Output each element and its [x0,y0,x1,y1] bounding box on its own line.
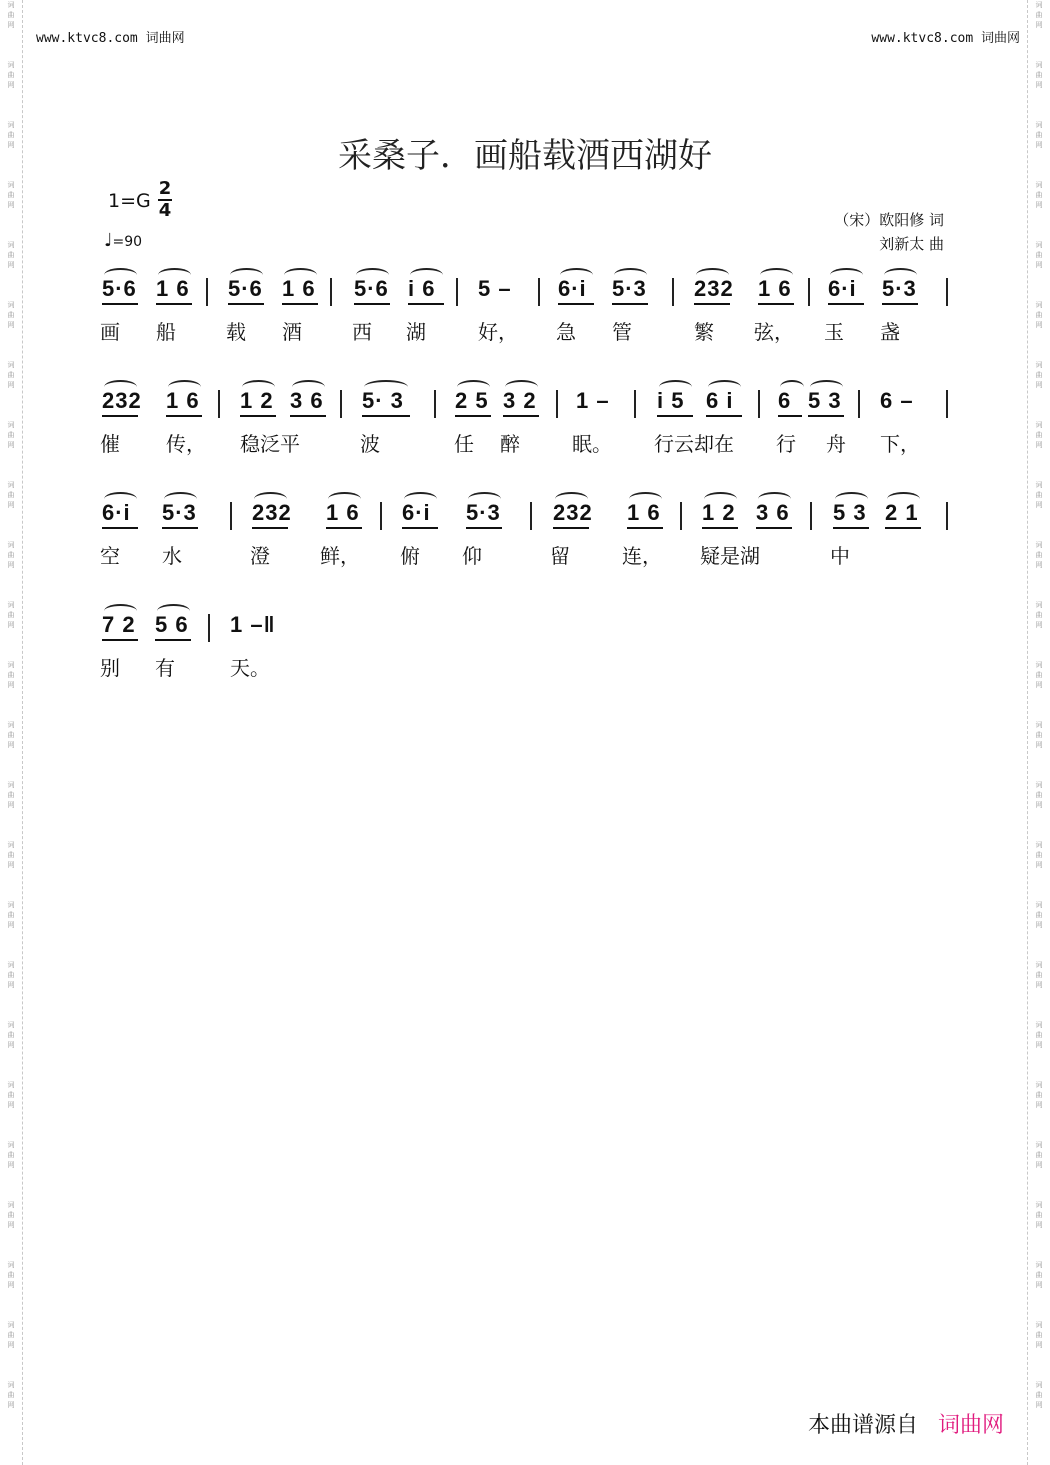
bar-line [946,390,948,418]
slur-mark [104,604,137,618]
beam-underline [833,527,869,529]
margin-watermark-text: 词 曲 网 [7,541,15,569]
margin-watermark-text: 词 曲 网 [1035,61,1043,89]
beam-underline [282,303,318,305]
lyric-text: 连， [622,544,662,568]
credits [834,208,944,256]
lyric-text: 眠。 [572,432,612,456]
bar-line [680,502,682,530]
margin-watermark-text: 词 曲 网 [7,721,15,749]
margin-watermark-text: 词 曲 网 [1035,1081,1043,1109]
beam-underline [228,303,264,305]
lyric-text: 载 [226,320,246,344]
note-group: 2 5 [455,388,489,413]
margin-watermark-text: 词 曲 网 [1035,1381,1043,1409]
lyric-text: 盏 [880,320,900,344]
slur-mark [104,380,137,394]
slur-mark [758,492,791,506]
slur-mark [292,380,325,394]
beam-underline [828,303,864,305]
lyric-text: 湖 [406,320,426,344]
beam-underline [240,415,276,417]
margin-watermark-text: 词 曲 网 [1035,241,1043,269]
margin-watermark-text: 词 曲 网 [7,1141,15,1169]
beam-underline [778,415,802,417]
note-group: 5·6 [102,276,137,301]
note-group: 5 6 [155,612,189,637]
bar-line [340,390,342,418]
tempo-marking [104,230,142,251]
slur-mark [708,380,741,394]
beam-underline [102,303,138,305]
composer-credit: 刘新太 曲 [879,235,944,253]
slur-mark [629,492,662,506]
slur-mark [468,492,501,506]
left-margin-watermark [0,0,23,1465]
slur-mark [164,492,197,506]
margin-watermark-text: 词 曲 网 [7,1321,15,1349]
lyric-text: 酒 [282,320,302,344]
bar-line [230,502,232,530]
slur-mark [810,380,843,394]
note-group: 5 3 [808,388,842,413]
beam-underline [553,527,589,529]
slur-mark [404,492,437,506]
bar-line [634,390,636,418]
margin-watermark-text: 词 曲 网 [7,601,15,629]
note-group: 5·3 [162,500,197,525]
margin-watermark-text: 词 曲 网 [7,181,15,209]
beam-underline [166,415,202,417]
beam-underline [155,639,191,641]
lyric-text: 疑是湖 [700,544,760,568]
lyric-text: 留 [550,544,570,568]
slur-mark [158,268,191,282]
bar-line [208,614,210,642]
header-site-right: www.ktvc8.com 词曲网 [871,31,1020,46]
beam-underline [706,415,742,417]
margin-watermark-text: 词 曲 网 [1035,541,1043,569]
note-group: 1 6 [758,276,792,301]
note-group: 232 [694,276,734,301]
margin-watermark-text: 词 曲 网 [7,1,15,29]
note-group: 1 – [576,388,610,413]
margin-watermark-text: 词 曲 网 [1035,1,1043,29]
time-signature-top: 2 [158,178,172,199]
slur-mark [104,268,137,282]
margin-watermark-text: 词 曲 网 [1035,121,1043,149]
slur-mark [457,380,490,394]
beam-underline [808,415,844,417]
margin-watermark-text: 词 曲 网 [1035,1261,1043,1289]
lyric-text: 天。 [230,656,270,680]
lyric-text: 画 [100,320,120,344]
note-group: 5· 3 [362,388,404,413]
beam-underline [694,303,730,305]
note-group: i 5 [657,388,685,413]
margin-watermark-text: 词 曲 网 [1035,481,1043,509]
lyric-text: 玉 [824,320,844,344]
slur-mark [555,492,588,506]
beam-underline [756,527,792,529]
slur-mark [505,380,538,394]
bar-line [330,278,332,306]
margin-watermark-text: 词 曲 网 [7,1081,15,1109]
note-group: 5·3 [466,500,501,525]
note-group: 2 1 [885,500,919,525]
note-group: 7 2 [102,612,136,637]
footer-source [808,1408,1004,1439]
bar-line [556,390,558,418]
bar-line [946,502,948,530]
beam-underline [885,527,921,529]
note-group: 6 [778,388,792,413]
lyric-text: 水 [162,544,182,568]
slur-mark [284,268,317,282]
note-group: 3 2 [503,388,537,413]
lyric-text: 俯 [400,544,420,568]
note-group: 6·i [558,276,587,301]
margin-watermark-text: 词 曲 网 [1035,721,1043,749]
beam-underline [558,303,594,305]
slur-mark [884,268,917,282]
header-site-left: www.ktvc8.com 词曲网 [36,31,185,46]
time-signature-bottom: 4 [158,200,172,221]
lyric-text: 急 [556,320,576,344]
beam-underline [612,303,648,305]
margin-watermark-text: 词 曲 网 [7,301,15,329]
margin-watermark-text: 词 曲 网 [1035,841,1043,869]
beam-underline [362,415,410,417]
note-group: 232 [553,500,593,525]
slur-mark [835,492,868,506]
slur-mark [659,380,692,394]
beam-underline [455,415,491,417]
beam-underline [102,639,138,641]
note-group: 6·i [102,500,131,525]
footer-site-name: 词曲网 [937,1413,1004,1438]
bar-line [858,390,860,418]
lyric-text: 传， [166,432,206,456]
margin-watermark-text: 词 曲 网 [1035,661,1043,689]
beam-underline [882,303,918,305]
lyric-text: 弦， [754,320,794,344]
beam-underline [102,415,138,417]
margin-watermark-text: 词 曲 网 [7,901,15,929]
slur-mark [887,492,920,506]
slur-mark [410,268,443,282]
margin-watermark-text: 词 曲 网 [7,1021,15,1049]
note-group: 5·6 [354,276,389,301]
key-signature: 1=G [108,190,151,212]
margin-watermark-text: 词 曲 网 [7,1381,15,1409]
margin-watermark-text: 词 曲 网 [1035,901,1043,929]
lyric-text: 空 [100,544,120,568]
lyric-text: 好， [478,320,518,344]
bar-line [810,502,812,530]
lyric-text: 有 [155,656,175,680]
bar-line [538,278,540,306]
lyricist-credit: （宋）欧阳修 词 [834,211,944,229]
note-group: 6·i [402,500,431,525]
beam-underline [102,527,138,529]
margin-watermark-text: 词 曲 网 [7,61,15,89]
right-margin-watermark [1027,0,1050,1465]
bar-line [456,278,458,306]
bar-line [758,390,760,418]
beam-underline [290,415,326,417]
lyric-text: 稳泛平 [240,432,300,456]
margin-watermark-text: 词 曲 网 [7,781,15,809]
note-group: 1 6 [156,276,190,301]
lyric-text: 鲜， [320,544,360,568]
slur-mark [560,268,593,282]
tempo-value: =90 [112,234,143,250]
margin-watermark-text: 词 曲 网 [7,421,15,449]
footer-prefix: 本曲谱源自 [807,1413,918,1438]
lyric-text: 船 [156,320,176,344]
note-group: 1 2 [702,500,736,525]
margin-watermark-text: 词 曲 网 [1035,1141,1043,1169]
bar-line [206,278,208,306]
beam-underline [156,303,192,305]
margin-watermark-text: 词 曲 网 [7,961,15,989]
bar-line [808,278,810,306]
note-group: 6·i [828,276,857,301]
bar-line [946,278,948,306]
bar-line [380,502,382,530]
lyric-text: 别 [100,656,120,680]
margin-watermark-text: 词 曲 网 [1035,421,1043,449]
margin-watermark-text: 词 曲 网 [1035,301,1043,329]
slur-mark [328,492,361,506]
note-group: 5 – [478,276,512,301]
margin-watermark-text: 词 曲 网 [1035,1201,1043,1229]
margin-watermark-text: 词 曲 网 [7,841,15,869]
bar-line [434,390,436,418]
lyric-text: 西 [352,320,372,344]
margin-watermark-text: 词 曲 网 [7,241,15,269]
margin-watermark-text: 词 曲 网 [1035,601,1043,629]
slur-mark [614,268,647,282]
lyric-text: 下， [880,432,920,456]
beam-underline [758,303,794,305]
lyric-text: 行云却在 [654,432,734,456]
margin-watermark-text: 词 曲 网 [7,121,15,149]
beam-underline [252,527,288,529]
note-group: 232 [102,388,142,413]
margin-watermark-text: 词 曲 网 [7,661,15,689]
note-group: 1 2 [240,388,274,413]
lyric-text: 澄 [250,544,270,568]
beam-underline [326,527,362,529]
margin-watermark-text: 词 曲 网 [1035,181,1043,209]
note-group: 5 3 [833,500,867,525]
lyric-text: 行 [776,432,796,456]
slur-mark [780,380,804,394]
song-title: 采桑子．画船载酒西湖好 [338,136,712,176]
lyric-text: 仰 [462,544,482,568]
margin-watermark-text: 词 曲 网 [1035,961,1043,989]
bar-line [672,278,674,306]
margin-watermark-text: 词 曲 网 [1035,361,1043,389]
note-group: 232 [252,500,292,525]
beam-underline [162,527,198,529]
lyric-text: 舟 [826,432,846,456]
margin-watermark-text: 词 曲 网 [1035,781,1043,809]
note-group: 1 6 [166,388,200,413]
lyric-text: 管 [612,320,632,344]
lyric-text: 催 [100,432,120,456]
note-group: 5·3 [612,276,647,301]
quarter-note-icon: ♩ [104,230,113,251]
slur-mark [168,380,201,394]
beam-underline [466,527,502,529]
note-group: 3 6 [290,388,324,413]
slur-mark [696,268,729,282]
bar-line [218,390,220,418]
note-group: 5·6 [228,276,263,301]
slur-mark [242,380,275,394]
beam-underline [402,527,438,529]
slur-mark [364,380,408,394]
bar-line [530,502,532,530]
note-group: 6 i [706,388,734,413]
slur-mark [104,492,137,506]
note-group: 1 6 [282,276,316,301]
beam-underline [503,415,539,417]
margin-watermark-text: 词 曲 网 [7,1201,15,1229]
lyric-text: 繁 [694,320,714,344]
slur-mark [356,268,389,282]
slur-mark [157,604,190,618]
margin-watermark-text: 词 曲 网 [7,361,15,389]
margin-watermark-text: 词 曲 网 [7,481,15,509]
lyric-text: 醉 [500,432,520,456]
beam-underline [702,527,738,529]
note-group: 1 6 [627,500,661,525]
beam-underline [657,415,693,417]
note-group: 5·3 [882,276,917,301]
lyric-text: 任 [454,432,474,456]
slur-mark [254,492,287,506]
beam-underline [408,303,444,305]
beam-underline [627,527,663,529]
lyric-text: 波 [360,432,380,456]
slur-mark [830,268,863,282]
note-group: 6 – [880,388,914,413]
note-group: 1 6 [326,500,360,525]
slur-mark [760,268,793,282]
beam-underline [354,303,390,305]
note-group: 3 6 [756,500,790,525]
time-signature [158,180,172,220]
slur-mark [230,268,263,282]
margin-watermark-text: 词 曲 网 [1035,1321,1043,1349]
note-group: 1 –‖ [230,612,276,637]
lyric-text: 中 [830,544,850,568]
margin-watermark-text: 词 曲 网 [7,1261,15,1289]
note-group: i 6 [408,276,436,301]
margin-watermark-text: 词 曲 网 [1035,1021,1043,1049]
slur-mark [704,492,737,506]
